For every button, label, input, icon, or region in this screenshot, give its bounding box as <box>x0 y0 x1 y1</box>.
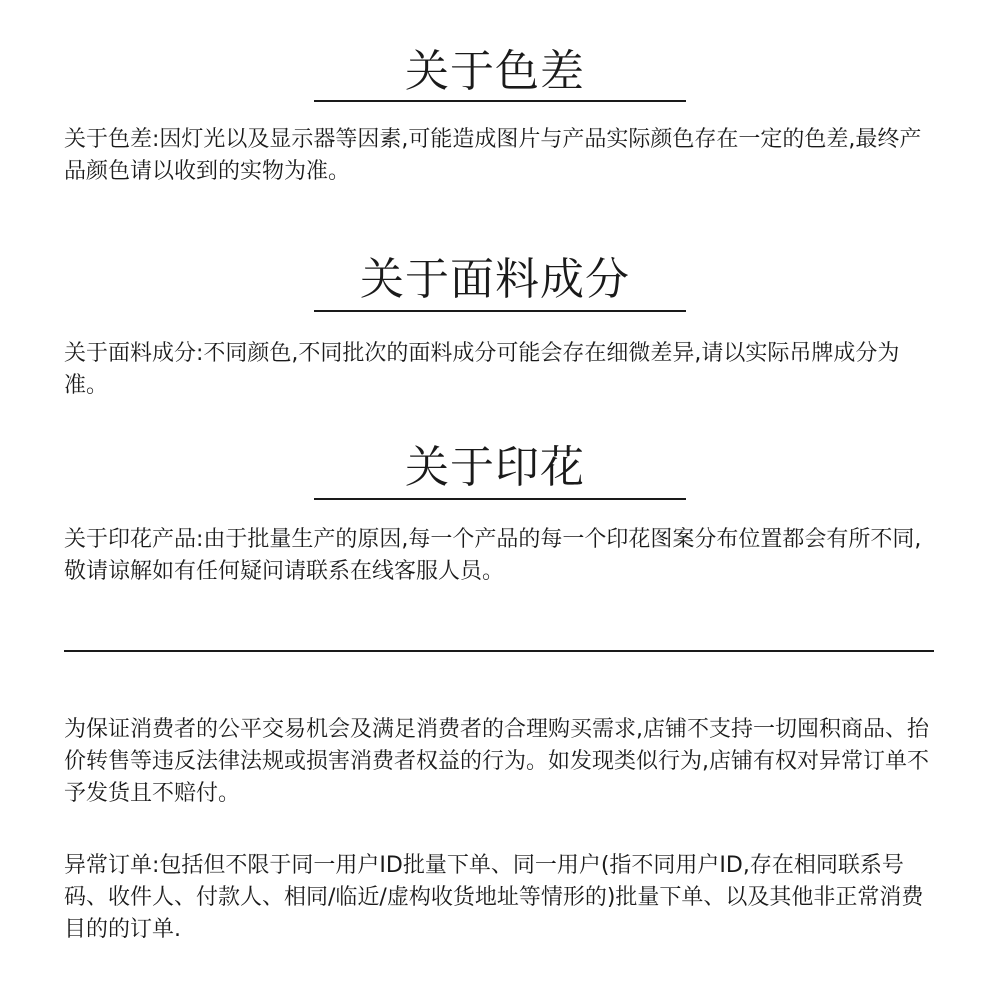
notice-paragraph-abnormal-orders: 异常订单:包括但不限于同一用户ID批量下单、同一用户(指不同用户ID,存在相同联系号码、收件人、付款人、相同/临近/虚构收货地址等情形的)批量下单、以及其他非正常消费目的的订单. <box>64 853 924 942</box>
section-body-printing: 关于印花产品:由于批量生产的原因,每一个产品的每一个印花图案分布位置都会有所不同,敬请谅解如有任何疑问请联系在线客服人员。 <box>64 527 922 584</box>
section-body-color-difference: 关于色差:因灯光以及显示器等因素,可能造成图片与产品实际颜色存在一定的色差,最终产品颜色请以收到的实物为准。 <box>64 127 922 184</box>
section-heading-color-difference: 关于色差 <box>405 46 585 97</box>
heading-underline <box>314 310 686 312</box>
heading-underline <box>314 100 686 102</box>
notice-paragraph-purchase-policy: 为保证消费者的公平交易机会及满足消费者的合理购买需求,店铺不支持一切囤积商品、抬价转售等违反法律法规或损害消费者权益的行为。如发现类似行为,店铺有权对异常订单不予发货且不赔付。 <box>64 717 929 806</box>
section-body-fabric-composition: 关于面料成分:不同颜色,不同批次的面料成分可能会存在细微差异,请以实际吊牌成分为准。 <box>64 341 900 398</box>
section-divider <box>64 650 934 652</box>
heading-underline <box>314 498 686 500</box>
section-heading-printing: 关于印花 <box>405 442 585 493</box>
section-heading-fabric-composition: 关于面料成分 <box>360 254 630 305</box>
